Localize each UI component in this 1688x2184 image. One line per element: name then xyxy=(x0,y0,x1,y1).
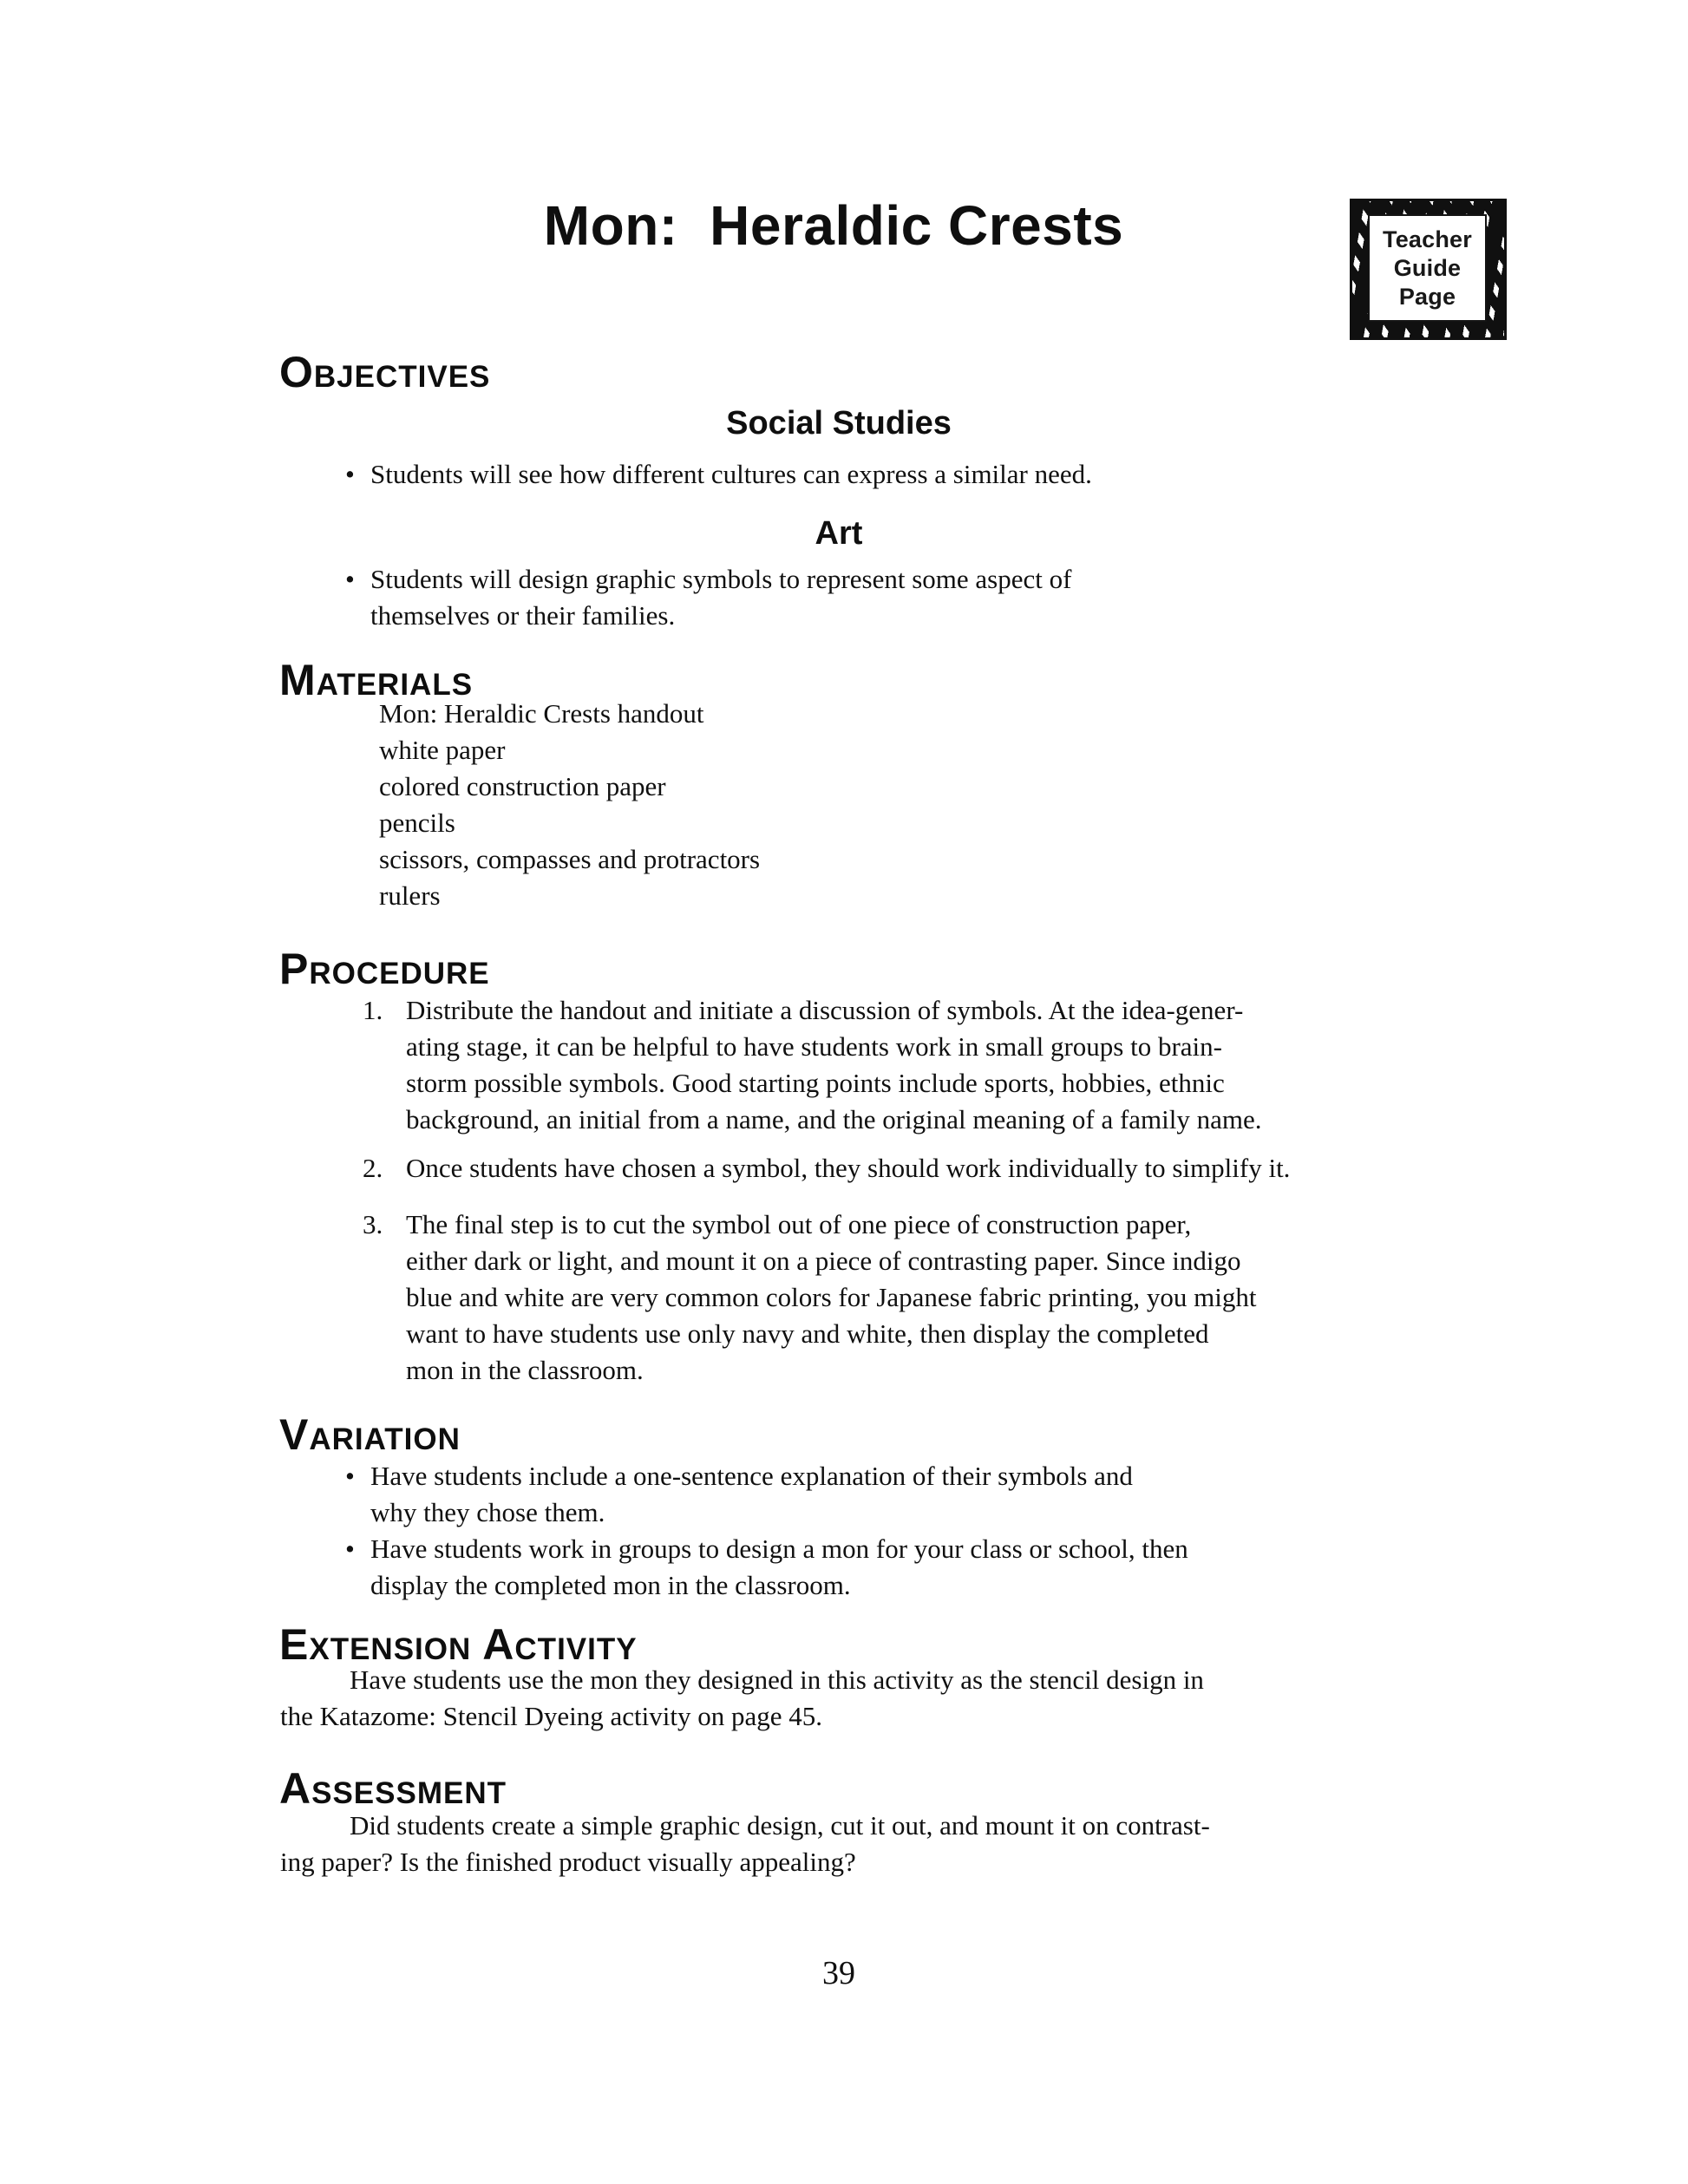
procedure-step-1 xyxy=(363,992,1262,1138)
text-line: background, an initial from a name, and the original meaning of a family name. xyxy=(406,1104,1262,1135)
text-line: Distribute the handout and initiate a discussion of symbols. At the idea-gener- xyxy=(406,995,1244,1025)
badge-line: Teacher xyxy=(1383,226,1472,252)
text-line: Students will design graphic symbols to represent some aspect of xyxy=(370,564,1072,594)
text-line: Have students include a one-sentence explanation of their symbols and xyxy=(370,1461,1133,1491)
section-heading-assessment: Assessment xyxy=(279,1764,507,1813)
step-number: 3. xyxy=(363,1209,383,1239)
bullet-text xyxy=(370,1531,1188,1604)
section-heading-variation: Variation xyxy=(279,1410,461,1459)
materials-list xyxy=(379,696,760,914)
text-line: Did students create a simple graphic design, cut it out, and mount it on contrast- xyxy=(350,1810,1210,1841)
procedure-step-2 xyxy=(363,1150,1290,1187)
teacher-guide-badge-label xyxy=(1368,214,1487,322)
bullet-icon: • xyxy=(345,1533,355,1564)
subheading-art: Art xyxy=(815,515,863,552)
variation-bullet-2 xyxy=(345,1531,1188,1604)
text-line: the Katazome: Stencil Dyeing activity on page 45. xyxy=(280,1701,822,1731)
bullet-text xyxy=(370,561,1071,634)
page-title: Mon: Heraldic Crests xyxy=(543,194,1124,257)
text-line: why they chose them. xyxy=(370,1497,605,1527)
text-line: Have students use the mon they designed in this activity as the stencil design in xyxy=(350,1664,1204,1695)
materials-item: pencils xyxy=(379,808,455,838)
step-number: 1. xyxy=(363,995,383,1025)
bullet-text xyxy=(370,1458,1133,1531)
text-line: Have students work in groups to design a mon for your class or school, then xyxy=(370,1533,1188,1564)
objectives-social-studies-bullet xyxy=(345,456,1092,493)
section-heading-objectives: Objectives xyxy=(279,348,491,396)
materials-item: scissors, compasses and protractors xyxy=(379,844,761,874)
materials-item: rulers xyxy=(379,880,441,911)
step-text xyxy=(406,1150,1290,1187)
bullet-text xyxy=(370,456,1092,493)
text-line: Students will see how different cultures can express a similar need. xyxy=(370,459,1092,489)
bullet-icon: • xyxy=(345,564,355,594)
step-number: 2. xyxy=(363,1153,383,1183)
section-heading-extension-activity: Extension Activity xyxy=(279,1620,638,1669)
objectives-art-bullet xyxy=(345,561,1071,634)
text-line: either dark or light, and mount it on a piece of contrasting paper. Since indigo xyxy=(406,1246,1241,1276)
text-line: display the completed mon in the classroom. xyxy=(370,1570,851,1600)
teacher-guide-badge xyxy=(1350,199,1507,340)
text-line: Once students have chosen a symbol, they should work individually to simplify it. xyxy=(406,1153,1291,1183)
badge-line: Page xyxy=(1398,283,1456,310)
materials-item: Mon: Heraldic Crests handout xyxy=(379,698,704,729)
procedure-step-3 xyxy=(363,1206,1257,1389)
text-line: ating stage, it can be helpful to have students work in small groups to brain- xyxy=(406,1031,1222,1062)
text-line: want to have students use only navy and white, then display the completed xyxy=(406,1318,1209,1349)
section-heading-materials: Materials xyxy=(279,656,474,704)
text-line: themselves or their families. xyxy=(370,600,676,631)
text-line: blue and white are very common colors for Japanese fabric printing, you might xyxy=(406,1282,1257,1312)
bullet-icon: • xyxy=(345,459,355,489)
extension-paragraph xyxy=(280,1662,1204,1735)
text-line: ing paper? Is the finished product visually appealing? xyxy=(280,1847,856,1877)
text-line: mon in the classroom. xyxy=(406,1355,644,1385)
materials-item: white paper xyxy=(379,735,506,765)
text-line: storm possible symbols. Good starting points include sports, hobbies, ethnic xyxy=(406,1068,1225,1098)
assessment-paragraph xyxy=(280,1808,1210,1880)
text-line: The final step is to cut the symbol out of one piece of construction paper, xyxy=(406,1209,1192,1239)
page-number: 39 xyxy=(822,1955,855,1991)
step-text xyxy=(406,992,1262,1138)
section-heading-procedure: Procedure xyxy=(279,945,490,993)
subheading-social-studies: Social Studies xyxy=(726,405,952,441)
materials-item: colored construction paper xyxy=(379,771,666,801)
badge-line: Guide xyxy=(1393,254,1462,281)
bullet-icon: • xyxy=(345,1461,355,1491)
step-text xyxy=(406,1206,1257,1389)
variation-bullet-1 xyxy=(345,1458,1133,1531)
